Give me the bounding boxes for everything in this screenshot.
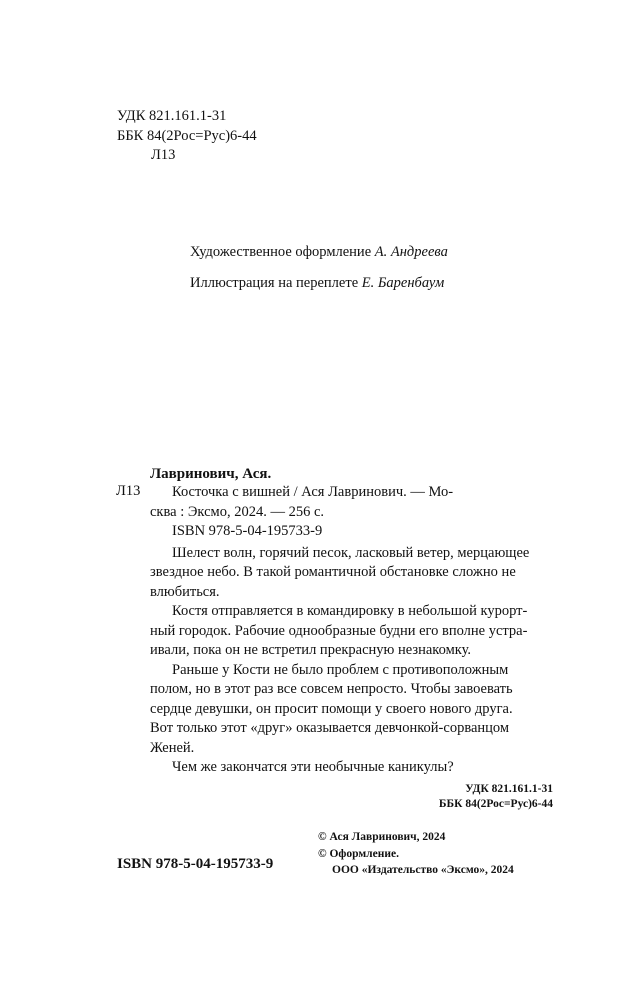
annotation-line: звездное небо. В такой романтичной обстановке сложно не bbox=[150, 564, 516, 580]
annotation-paragraph bbox=[150, 661, 560, 759]
record-author: Лавринович, Ася. bbox=[150, 466, 272, 482]
copyright-author: © Ася Лавринович, 2024 bbox=[318, 831, 446, 843]
header-codes bbox=[117, 107, 257, 166]
annotation-line: Шелест волн, горячий песок, ласковый ветер, мерцающее bbox=[172, 544, 530, 561]
annotation-paragraph bbox=[150, 544, 560, 603]
record-author-mark: Л13 bbox=[116, 483, 141, 499]
annotation-line: Вот только этот «друг» оказывается девчонкой-сорванцом bbox=[150, 720, 510, 736]
record-udk-code: УДК 821.161.1-31 bbox=[465, 783, 553, 795]
illustration-credit-name: Е. Баренбаум bbox=[361, 275, 445, 291]
annotation-line: ный городок. Рабочие однообразные будни его вполне устра- bbox=[150, 622, 528, 639]
annotation-line: ивали, пока он не встретил прекрасную незнакомку. bbox=[150, 642, 472, 658]
annotation-line: полом, но в этот раз все совсем непросто. Чтобы завоевать bbox=[150, 681, 513, 697]
biblio-line: сква : Эксмо, 2024. — 256 с. bbox=[150, 503, 325, 520]
annotation-paragraph bbox=[150, 602, 560, 661]
author-mark: Л13 bbox=[151, 147, 176, 163]
copyright-publisher: ООО «Издательство «Эксмо», 2024 bbox=[332, 864, 514, 876]
annotation bbox=[150, 544, 560, 778]
record-isbn: ISBN 978-5-04-195733-9 bbox=[172, 523, 323, 539]
copyright-block bbox=[318, 829, 514, 879]
design-credit-name: А. Андреева bbox=[374, 244, 448, 260]
biblio-line: Косточка с вишней / Ася Лавринович. — Мо- bbox=[172, 484, 454, 500]
annotation-paragraph bbox=[150, 758, 560, 778]
copyright-design: © Оформление. bbox=[318, 847, 399, 860]
record-description bbox=[150, 483, 560, 778]
annotation-line: Раньше у Кости не было проблем с противоположным bbox=[172, 661, 509, 678]
annotation-line: Чем же закончатся эти необычные каникулы? bbox=[172, 759, 454, 775]
footer-isbn: ISBN 978-5-04-195733-9 bbox=[117, 856, 274, 872]
annotation-line: влюбиться. bbox=[150, 583, 220, 600]
illustration-credit-label: Иллюстрация на переплете bbox=[190, 275, 359, 291]
design-credit bbox=[190, 244, 448, 261]
annotation-line: Костя отправляется в командировку в небольшой курорт- bbox=[172, 603, 528, 619]
bbk-code: ББК 84(2Рос=Рус)6-44 bbox=[117, 127, 257, 144]
annotation-line: Женей. bbox=[150, 739, 195, 756]
record-bbk-code: ББК 84(2Рос=Рус)6-44 bbox=[438, 798, 553, 810]
design-credit-label: Художественное оформление bbox=[190, 244, 372, 260]
illustration-credit bbox=[190, 275, 444, 292]
biblio-description bbox=[150, 483, 560, 522]
annotation-line: сердце девушки, он просит помощи у своего нового друга. bbox=[150, 700, 513, 717]
udk-code: УДК 821.161.1-31 bbox=[117, 108, 227, 124]
